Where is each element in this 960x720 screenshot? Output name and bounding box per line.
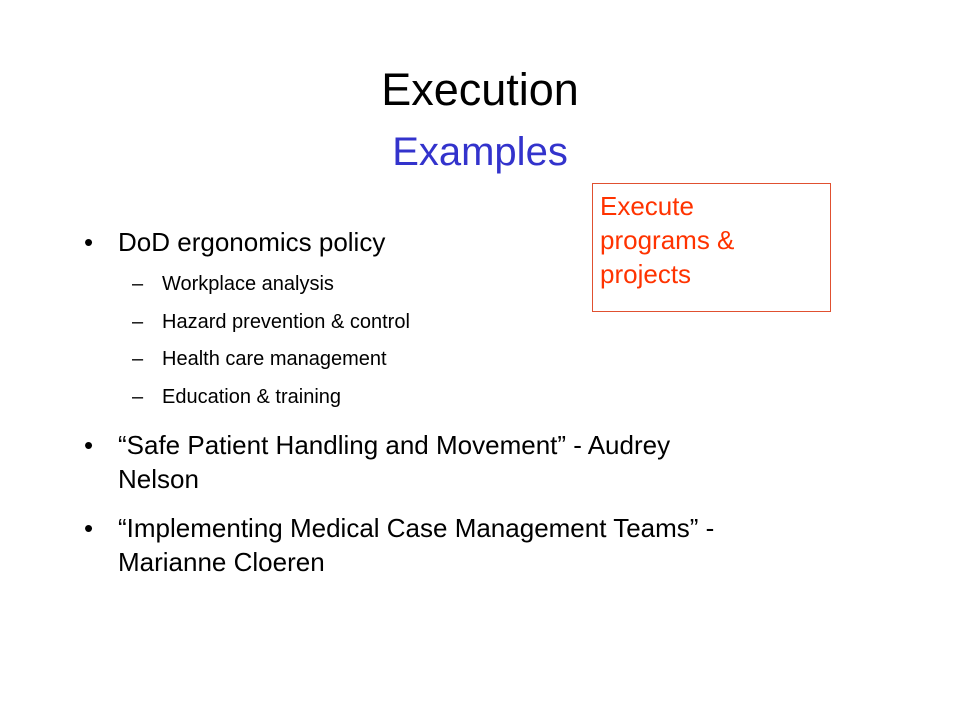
sub-item-education-training <box>132 384 341 410</box>
bullet-item-safe-patient-line2: Nelson <box>118 464 199 494</box>
sub-item-text: Hazard prevention & control <box>162 311 410 333</box>
sub-item-hazard-prevention <box>132 309 410 335</box>
slide-subtitle: Examples <box>392 130 568 174</box>
sub-item-dash: – <box>132 386 144 408</box>
bullet-item-safe-patient-line1: “Safe Patient Handling and Movement” - Audrey <box>118 430 671 460</box>
callout-line: programs & <box>600 225 735 255</box>
bullet-marker: • <box>84 227 94 257</box>
sub-item-health-care <box>132 346 387 372</box>
bullet-item-dod-policy: DoD ergonomics policy <box>118 227 386 257</box>
sub-item-dash: – <box>132 311 144 333</box>
sub-item-dash: – <box>132 348 144 370</box>
slide-title: Execution <box>381 64 579 115</box>
sub-item-text: Education & training <box>162 386 342 408</box>
callout-line: projects <box>600 259 692 289</box>
sub-item-dash: – <box>132 273 144 295</box>
sub-item-text: Health care management <box>162 348 387 370</box>
bullet-item-case-management-line2: Marianne Cloeren <box>118 547 325 577</box>
callout-line: Execute <box>600 191 694 221</box>
sub-item-workplace-analysis <box>132 271 334 297</box>
sub-item-text: Workplace analysis <box>162 273 334 295</box>
bullet-marker: • <box>84 430 94 460</box>
bullet-marker: • <box>84 513 94 543</box>
bullet-item-case-management-line1: “Implementing Medical Case Management Teams” - <box>118 513 715 543</box>
